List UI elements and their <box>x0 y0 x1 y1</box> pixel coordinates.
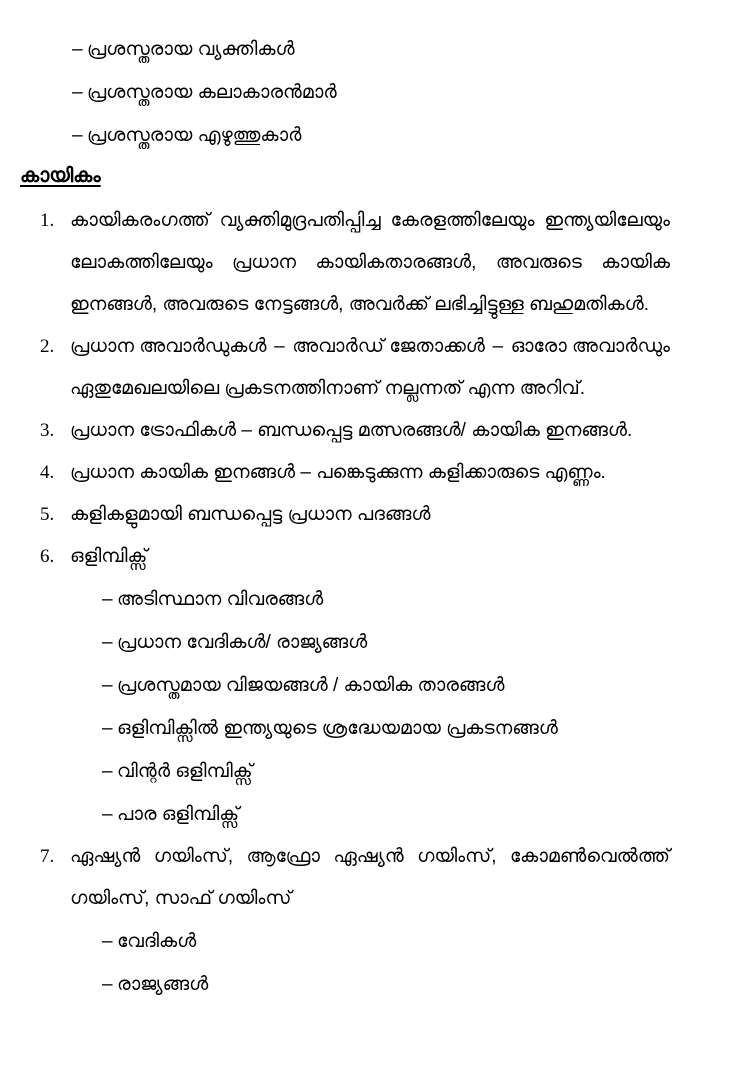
numbered-list <box>40 200 670 1006</box>
list-item-label: രാജ്യങ്ങൾ <box>117 974 209 995</box>
line-segment: കായികതാരങ്ങൾ, <box>315 252 477 273</box>
list-number: 4. <box>40 462 55 483</box>
list-item <box>72 114 672 157</box>
paragraph-line <box>70 836 670 878</box>
paragraph-line: ഗയിംസ്, സാഫ് ഗയിംസ് <box>70 888 292 909</box>
line-segment: വ്യക്തിമുദ്രപതിപ്പിച്ച <box>219 210 381 231</box>
paragraph-line: ഏതുമേഖലയിലെ പ്രകടനത്തിനാണ് നല്ലന്നത് എന്ന അറിവ്. <box>70 378 586 399</box>
line-segment: കേരളത്തിലേയും <box>390 210 535 231</box>
list-item-body <box>70 410 670 452</box>
list-item-label: പ്രശസ്തമായ വിജയങ്ങൾ / കായിക താരങ്ങൾ <box>117 675 505 696</box>
numbered-list-item <box>40 536 670 836</box>
list-item <box>102 750 670 793</box>
line-segment: പ്രധാന അവാർഡുകൾ <box>70 336 267 357</box>
list-item-body <box>70 200 670 326</box>
line-segment: കായികരംഗത്ത് <box>70 210 210 231</box>
list-number: 7. <box>40 846 55 867</box>
list-item-label: അടിസ്ഥാന വിവരങ്ങൾ <box>117 589 324 610</box>
line-segment: അവരുടെ <box>495 252 582 273</box>
line-segment: – <box>492 336 504 357</box>
paragraph-line: പ്രധാന കായിക ഇനങ്ങൾ – പങ്കെടുക്കുന്ന കളിക്കാരുടെ എണ്ണം. <box>70 462 606 483</box>
line-segment: ഏഷ്യൻ <box>70 846 141 867</box>
list-item-body <box>70 326 670 410</box>
line-segment: കോമൺവെൽത്ത് <box>509 846 670 867</box>
line-segment: ഏഷ്യൻ <box>333 846 404 867</box>
dash-bullet-icon: – <box>102 804 113 825</box>
sub-bullet-list <box>102 578 670 836</box>
paragraph-line: പ്രധാന ട്രോഫികൾ – ബന്ധപ്പെട്ട മത്സരങ്ങൾ/ കായിക ഇനങ്ങൾ. <box>70 420 633 441</box>
list-item <box>72 28 672 71</box>
line-segment: ഗയിംസ്, <box>417 846 497 867</box>
numbered-list-item <box>40 494 670 536</box>
list-item-body <box>70 536 670 836</box>
list-item <box>72 71 672 114</box>
list-number: 6. <box>40 546 55 567</box>
numbered-list-item <box>40 326 670 410</box>
list-item-body <box>70 836 670 1006</box>
line-segment: ഓരോ അവാർഡും <box>510 336 670 357</box>
paragraph-line: ഇനങ്ങൾ, അവരുടെ നേട്ടങ്ങൾ, അവർക്ക് ലഭിച്ചിട്ടുള്ള ബഹുമതികൾ. <box>70 294 650 315</box>
list-item <box>102 664 670 707</box>
numbered-list-item <box>40 452 670 494</box>
numbered-list-item <box>40 200 670 326</box>
line-segment: കായിക <box>601 252 670 273</box>
list-item-label: പ്രശസ്തരായ എഴുത്തുകാർ <box>87 125 302 146</box>
dash-bullet-icon: – <box>72 125 83 146</box>
list-number: 1. <box>40 210 55 231</box>
top-bullet-list <box>72 28 672 157</box>
numbered-list-item <box>40 410 670 452</box>
dash-bullet-icon: – <box>102 974 113 995</box>
dash-bullet-icon: – <box>102 931 113 952</box>
list-item <box>102 963 670 1006</box>
list-item <box>102 578 670 621</box>
dash-bullet-icon: – <box>102 718 113 739</box>
dash-bullet-icon: – <box>72 82 83 103</box>
list-item <box>102 793 670 836</box>
line-segment: ഇന്ത്യയിലേയും <box>544 210 670 231</box>
list-item-label: പ്രശസ്തരായ വ്യക്തികൾ <box>87 39 295 60</box>
numbered-list-item <box>40 836 670 1006</box>
dash-bullet-icon: – <box>102 589 113 610</box>
list-item-label: പ്രധാന വേദികൾ/ രാജ്യങ്ങൾ <box>117 632 368 653</box>
list-number: 2. <box>40 336 55 357</box>
list-number: 3. <box>40 420 55 441</box>
section-heading: കായികം <box>20 165 101 187</box>
list-number: 5. <box>40 504 55 525</box>
line-segment: പ്രധാന <box>232 252 297 273</box>
sub-bullet-list <box>102 920 670 1006</box>
list-item <box>102 920 670 963</box>
list-item <box>102 621 670 664</box>
paragraph-line: കളികളുമായി ബന്ധപ്പെട്ട പ്രധാന പദങ്ങൾ <box>70 504 431 525</box>
list-item-body <box>70 494 670 536</box>
line-segment: – <box>274 336 285 357</box>
list-item-body <box>70 452 670 494</box>
list-item-label: ഒളിമ്പിക്സിൽ ഇന്ത്യയുടെ ശ്രദ്ധേയമായ പ്രകടനങ്ങൾ <box>117 718 558 739</box>
paragraph-line <box>70 326 670 368</box>
paragraph-line <box>70 242 670 284</box>
dash-bullet-icon: – <box>102 632 113 653</box>
paragraph-line <box>70 200 670 242</box>
paragraph-line: ഒളിമ്പിക്സ് <box>70 546 148 567</box>
list-item <box>102 707 670 750</box>
dash-bullet-icon: – <box>102 675 113 696</box>
list-item-label: പാര ഒളിമ്പിക്സ് <box>117 804 240 825</box>
list-item-label: വേദികൾ <box>117 931 197 952</box>
dash-bullet-icon: – <box>102 761 113 782</box>
line-segment: ഗയിംസ്, <box>153 846 234 867</box>
list-item-label: വിന്റർ ഒളിമ്പിക്സ് <box>117 761 253 782</box>
list-item-label: പ്രശസ്തരായ കലാകാരൻമാർ <box>87 82 337 103</box>
dash-bullet-icon: – <box>72 39 83 60</box>
line-segment: ലോകത്തിലേയും <box>70 252 213 273</box>
line-segment: അവാർഡ് ജേതാക്കൾ <box>292 336 485 357</box>
line-segment: ആഫ്രോ <box>246 846 320 867</box>
